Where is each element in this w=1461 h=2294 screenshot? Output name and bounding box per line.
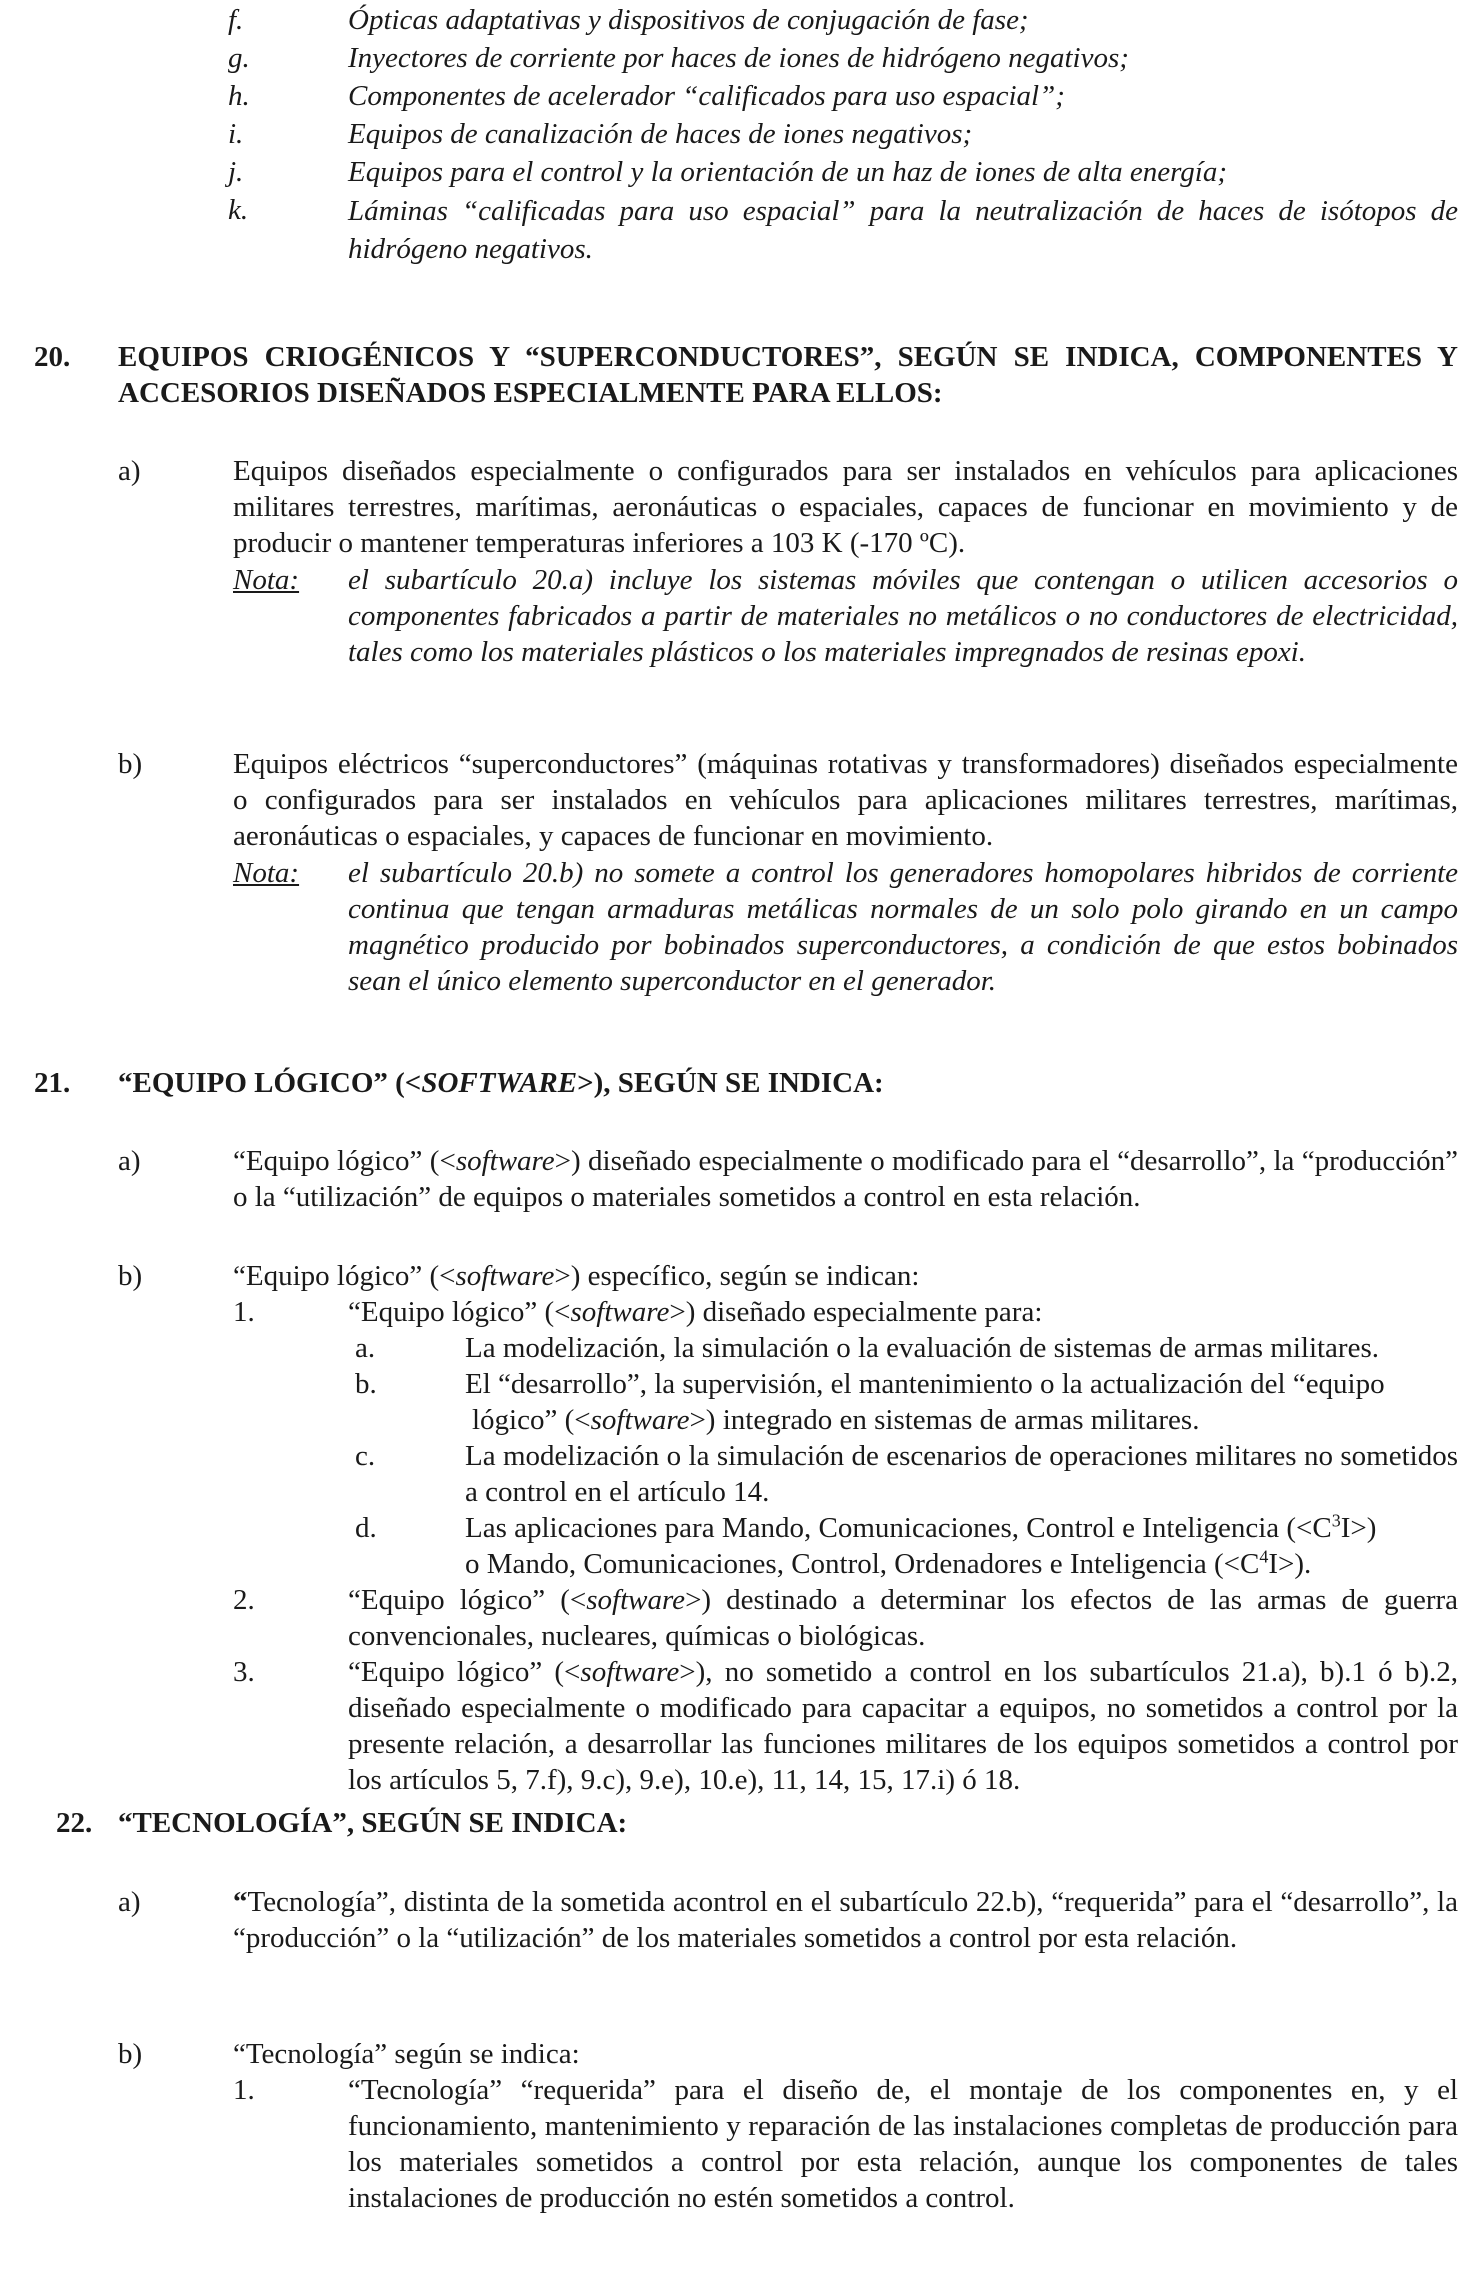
subsubitem-marker: a.: [355, 1332, 376, 1364]
list-item: Equipos de canalización de haces de iones negativos;: [348, 118, 973, 150]
item-marker: a): [118, 455, 141, 487]
subsubitem-marker: b.: [355, 1368, 377, 1400]
section-title: EQUIPOS CRIOGÉNICOS Y “SUPERCONDUCTORES”, SEGÚN SE INDICA, COMPONENTES Y ACCESORIOS DISEÑADOS ESPECIALMENTE PARA ELLOS:: [118, 341, 1458, 409]
subsubitem-text: Las aplicaciones para Mando, Comunicaciones, Control e Inteligencia $(<C^3I>)$: [465, 1510, 1377, 1544]
section-number: 20.: [34, 341, 71, 373]
list-marker: h.: [228, 80, 250, 112]
item-marker: a): [118, 1145, 141, 1177]
nota-label: Nota:: [233, 564, 300, 596]
list-item: Componentes de acelerador “calificados para uso espacial”;: [348, 80, 1065, 112]
nota-text: el subartículo 20.a) incluye los sistemas móviles que contengan o utilicen accesorios o componentes fabricados a partir de materiales no metálicos o no conductores de electricidad, tales como los materiales plásticos o los materiales impregnados de resinas epoxi.: [348, 564, 1458, 668]
section-title: “EQUIPO LÓGICO” (<SOFTWARE>), SEGÚN SE INDICA:: [118, 1067, 884, 1099]
list-item: Inyectores de corriente por haces de iones de hidrógeno negativos;: [348, 42, 1129, 74]
list-item: Ópticas adaptativas y dispositivos de conjugación de fase;: [348, 4, 1029, 36]
subsubitem-text-cont: lógico” (<software>) integrado en sistemas de armas militares.: [472, 1404, 1200, 1436]
subitem-text: “Equipo lógico” (<software>), no sometido a control en los subartículos 21.a), b).1 ó b).2, diseñado especialmente o modificado para capacitar a equipos, no sometidos a control por la presente relación, a desarrollar las funciones militares de los equipos sometidos a control por los artículos 5, 7.f), 9.c), 9.e), 10.e), 11, 14, 15, 17.i) ó 18.: [348, 1656, 1459, 1796]
subsubitem-marker: d.: [355, 1512, 377, 1544]
section-number: 21.: [34, 1067, 71, 1099]
subsubitem-text: La modelización, la simulación o la evaluación de sistemas de armas militares.: [465, 1332, 1379, 1364]
subitem-text: “Equipo lógico” (<software>) destinado a determinar los efectos de las armas de guerra convencionales, nucleares, químicas o biológicas.: [348, 1584, 1458, 1652]
list-item: Equipos para el control y la orientación de un haz de iones de alta energía;: [348, 156, 1227, 188]
section-title: “TECNOLOGÍA”, SEGÚN SE INDICA:: [118, 1807, 628, 1839]
subsubitem-marker: c.: [355, 1440, 376, 1472]
item-text: Equipos eléctricos “superconductores” (máquinas rotativas y transformadores) diseñados especialmente o configurados para ser instalados en vehículos para aplicaciones militares terrestres, marítimas, aeronáuticas o espaciales, y capaces de funcionar en movimiento.: [233, 748, 1458, 852]
subitem-marker: 1.: [233, 2074, 255, 2106]
item-marker: b): [118, 1260, 143, 1292]
subsubitem-text: La modelización o la simulación de escenarios de operaciones militares no sometidos a control en el artículo 14.: [465, 1440, 1458, 1508]
list-marker: f.: [228, 4, 244, 36]
list-item: Láminas “calificadas para uso espacial” para la neutralización de haces de isótopos de hidrógeno negativos.: [348, 195, 1458, 265]
nota-label: Nota:: [233, 857, 300, 889]
item-text: “Equipo lógico” (<software>) diseñado especialmente o modificado para el “desarrollo”, la “producción” o la “utilización” de equipos o materiales sometidos a control en esta relación.: [233, 1145, 1459, 1213]
item-text: “Tecnología”, distinta de la sometida acontrol en el subartículo 22.b), “requerida” para el “desarrollo”, la “producción” o la “utilización” de los materiales sometidos a control por esta relación.: [233, 1886, 1458, 1954]
list-marker: i.: [228, 118, 244, 150]
item-marker: b): [118, 2038, 143, 2070]
subitem-marker: 1.: [233, 1296, 255, 1328]
list-marker: j.: [228, 156, 244, 188]
item-text: “Tecnología” según se indica:: [233, 2038, 580, 2070]
item-text: “Equipo lógico” (<software>) específico, según se indican:: [233, 1260, 920, 1292]
list-marker: g.: [228, 42, 250, 74]
subitem-text: “Tecnología” “requerida” para el diseño de, el montaje de los componentes en, y el funcionamiento, mantenimiento y reparación de las instalaciones completas de producción para los materiales sometidos a control por esta relación, aunque los componentes de tales instalaciones de producción no estén sometidos a control.: [348, 2074, 1458, 2214]
subitem-marker: 2.: [233, 1584, 255, 1616]
section-number: 22.: [56, 1807, 93, 1839]
subitem-text: “Equipo lógico” (<software>) diseñado especialmente para:: [348, 1296, 1043, 1328]
nota-text: el subartículo 20.b) no somete a control los generadores homopolares hibridos de corriente continua que tengan armaduras metálicas normales de un solo polo girando en un campo magnético producido por bobinados superconductores, a condición de que estos bobinados sean el único elemento superconductor en el generador.: [348, 857, 1458, 997]
list-marker: k.: [228, 194, 249, 226]
subitem-marker: 3.: [233, 1656, 255, 1688]
item-marker: a): [118, 1886, 141, 1918]
subsubitem-text: El “desarrollo”, la supervisión, el mantenimiento o la actualización del “equipo: [465, 1368, 1385, 1400]
item-text: Equipos diseñados especialmente o configurados para ser instalados en vehículos para aplicaciones militares terrestres, marítimas, aeronáuticas o espaciales, capaces de funcionar en movimiento y de producir o mantener temperaturas inferiores a 103 K (-170 ºC).: [233, 455, 1458, 559]
subsubitem-text-cont: o Mando, Comunicaciones, Control, Ordenadores e Inteligencia $(<C^4I>)$.: [465, 1546, 1312, 1580]
item-marker: b): [118, 748, 143, 780]
